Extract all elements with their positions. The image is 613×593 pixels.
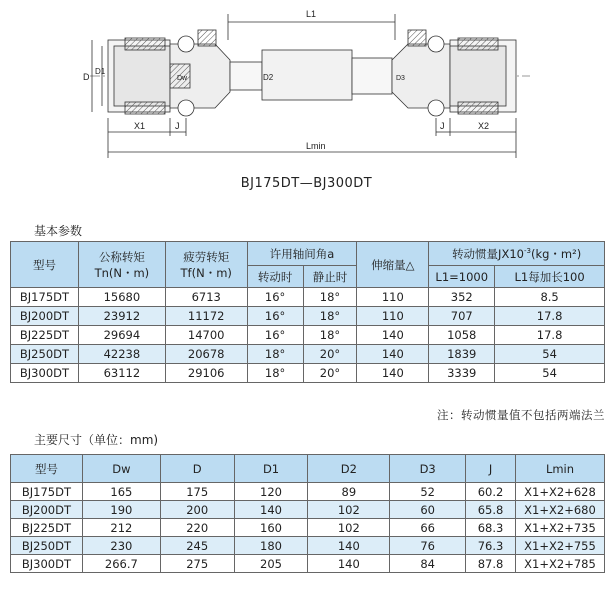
table-row: [11, 288, 605, 307]
cell: X1+X2+785: [515, 555, 604, 573]
label-l1: L1: [306, 9, 317, 19]
th-angle-static: 静止时: [303, 266, 357, 288]
table-row: [11, 537, 605, 555]
th-inertia-exp: -3: [523, 246, 531, 255]
cell: 60: [390, 501, 466, 519]
cell: X1+X2+735: [515, 519, 604, 537]
table-row: [11, 345, 605, 364]
th-model: 型号: [11, 242, 79, 288]
coupling-drawing: [0, 0, 613, 170]
cell: 16°: [247, 326, 303, 345]
th-telescoping: 伸缩量△: [357, 242, 429, 288]
cell: 17.8: [495, 307, 605, 326]
inertia-note: 注：转动惯量值不包括两端法兰: [437, 408, 605, 422]
cell: 160: [234, 519, 308, 537]
cell: 212: [82, 519, 160, 537]
cell: 14700: [165, 326, 247, 345]
cell: BJ175DT: [11, 288, 79, 307]
cell: 140: [234, 501, 308, 519]
cell: 140: [357, 326, 429, 345]
table-row: [11, 555, 605, 573]
cell: 63112: [78, 364, 165, 383]
cell: BJ300DT: [11, 364, 79, 383]
label-x1: X1: [134, 121, 146, 131]
th-inertia-pre: 转动惯量JX10: [452, 246, 524, 261]
cell: 65.8: [466, 501, 516, 519]
cell: BJ200DT: [11, 307, 79, 326]
label-lmin: Lmin: [306, 141, 326, 151]
cell: 175: [160, 483, 234, 501]
th-per100: L1每加长100: [495, 266, 605, 288]
cell: 1058: [429, 326, 495, 345]
cell: 89: [308, 483, 390, 501]
cell: 110: [357, 307, 429, 326]
cell: 102: [308, 501, 390, 519]
label-j-left: J: [175, 121, 180, 131]
cell: 180: [234, 537, 308, 555]
th-tn-line2: Tn(N・m): [94, 265, 150, 280]
cell: 18°: [303, 326, 357, 345]
table-row: [11, 307, 605, 326]
cell: 18°: [303, 307, 357, 326]
cell: 18°: [247, 345, 303, 364]
table-row: [11, 364, 605, 383]
cell: BJ250DT: [11, 345, 79, 364]
cell: 140: [308, 555, 390, 573]
cell: 42238: [78, 345, 165, 364]
cell: 76.3: [466, 537, 516, 555]
label-x2: X2: [478, 121, 490, 131]
cell: 20°: [303, 345, 357, 364]
cell: 52: [390, 483, 466, 501]
main-dimensions-table: [10, 454, 605, 573]
cell: 165: [82, 483, 160, 501]
cell: 6713: [165, 288, 247, 307]
th-tf-line2: Tf(N・m): [180, 265, 232, 280]
cell: 29106: [165, 364, 247, 383]
label-d1: D1: [95, 67, 106, 76]
cell: 140: [357, 364, 429, 383]
cell: 190: [82, 501, 160, 519]
th-lmin: Lmin: [515, 455, 604, 483]
table-row: [11, 483, 605, 501]
cell: 11172: [165, 307, 247, 326]
cell: 20°: [303, 364, 357, 383]
th-d3: D3: [390, 455, 466, 483]
table2-title: 主要尺寸（单位：mm): [34, 433, 159, 447]
cell: 220: [160, 519, 234, 537]
th-dw: Dw: [82, 455, 160, 483]
table-row: [11, 326, 605, 345]
cell: 54: [495, 364, 605, 383]
cell: 140: [308, 537, 390, 555]
basic-params-table: [10, 241, 605, 383]
th-tn: [78, 242, 165, 288]
cell: 76: [390, 537, 466, 555]
cell: 29694: [78, 326, 165, 345]
label-d: D: [83, 72, 90, 82]
cell: X1+X2+680: [515, 501, 604, 519]
cell: 120: [234, 483, 308, 501]
cell: 20678: [165, 345, 247, 364]
cell: X1+X2+755: [515, 537, 604, 555]
cell: 23912: [78, 307, 165, 326]
cell: 8.5: [495, 288, 605, 307]
label-d2: D2: [263, 73, 274, 82]
cell: 3339: [429, 364, 495, 383]
cell: 707: [429, 307, 495, 326]
cell: 352: [429, 288, 495, 307]
th-d: D: [160, 455, 234, 483]
cell: 102: [308, 519, 390, 537]
cell: 245: [160, 537, 234, 555]
cell: 18°: [247, 364, 303, 383]
cell: 87.8: [466, 555, 516, 573]
table-row: [11, 519, 605, 537]
th-angle: 许用轴间角a: [247, 242, 357, 266]
th-tn-line1: 公称转矩: [98, 249, 145, 264]
label-dw: Dw: [177, 75, 188, 82]
cell: 68.3: [466, 519, 516, 537]
cell: 60.2: [466, 483, 516, 501]
th-tf-line1: 疲劳转矩: [183, 249, 230, 264]
cell: 54: [495, 345, 605, 364]
table-row: [11, 501, 605, 519]
cell: 230: [82, 537, 160, 555]
cell: 140: [357, 345, 429, 364]
th-angle-running: 转动时: [247, 266, 303, 288]
th-tf: [165, 242, 247, 288]
table1-title: 基本参数: [34, 224, 83, 238]
cell: BJ225DT: [11, 326, 79, 345]
drawing-caption: BJ175DT—BJ300DT: [240, 176, 373, 191]
cell: BJ175DT: [11, 483, 83, 501]
cell: X1+X2+628: [515, 483, 604, 501]
label-d3: D3: [396, 75, 405, 82]
cell: 15680: [78, 288, 165, 307]
th-l1-1000: L1=1000: [429, 266, 495, 288]
cell: 205: [234, 555, 308, 573]
th-inertia-post: (kg・m²): [530, 246, 582, 261]
cell: BJ225DT: [11, 519, 83, 537]
th-j: J: [466, 455, 516, 483]
cell: 66: [390, 519, 466, 537]
cell: 16°: [247, 288, 303, 307]
cell: BJ250DT: [11, 537, 83, 555]
cell: 200: [160, 501, 234, 519]
cell: 18°: [303, 288, 357, 307]
cell: 17.8: [495, 326, 605, 345]
cell: BJ300DT: [11, 555, 83, 573]
label-j-right: J: [440, 121, 445, 131]
cell: BJ200DT: [11, 501, 83, 519]
cell: 110: [357, 288, 429, 307]
th-d1: D1: [234, 455, 308, 483]
cell: 266.7: [82, 555, 160, 573]
cell: 275: [160, 555, 234, 573]
cell: 84: [390, 555, 466, 573]
cell: 1839: [429, 345, 495, 364]
th-model: 型号: [11, 455, 83, 483]
th-inertia: [429, 242, 605, 266]
cell: 16°: [247, 307, 303, 326]
th-d2: D2: [308, 455, 390, 483]
